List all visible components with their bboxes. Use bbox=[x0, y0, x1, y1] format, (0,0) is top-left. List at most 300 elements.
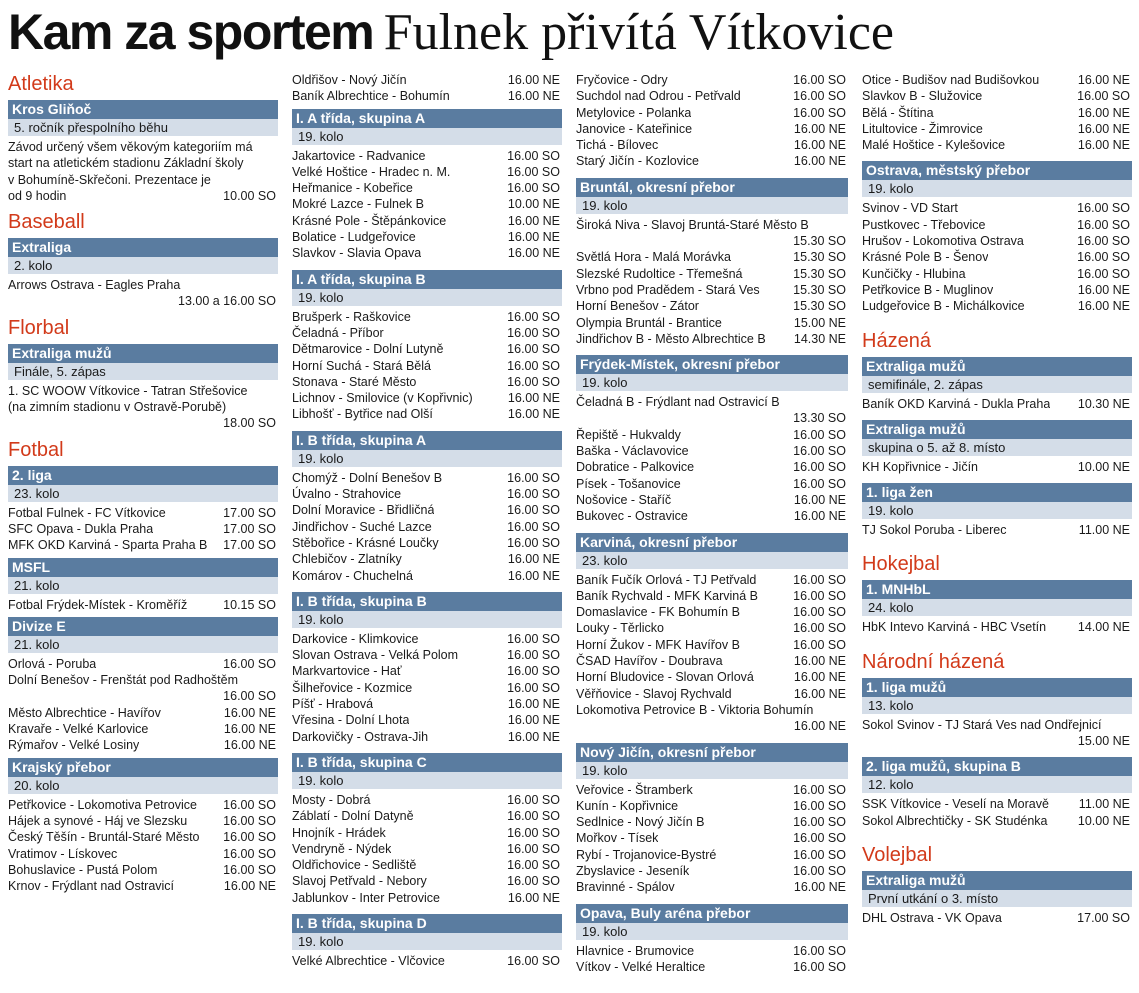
match-row bbox=[292, 180, 562, 196]
match-list bbox=[862, 910, 1132, 926]
competition-bar: Opava, Buly aréna přebor bbox=[576, 904, 848, 923]
match-row bbox=[292, 568, 562, 584]
match-teams: Baník OKD Karviná - Dukla Praha bbox=[862, 396, 1051, 411]
match-row bbox=[576, 782, 848, 798]
round-label: 19. kolo bbox=[576, 374, 848, 391]
match-teams: Velké Albrechtice - Vlčovice bbox=[292, 953, 445, 968]
match-teams: Slezské Rudoltice - Třemešná bbox=[576, 266, 743, 281]
round-label: semifinále, 2. zápas bbox=[862, 376, 1132, 393]
match-row bbox=[292, 88, 562, 104]
match-teams: Chomýž - Dolní Benešov B bbox=[292, 470, 443, 485]
match-time: 16.00 NE bbox=[793, 719, 846, 734]
match-row bbox=[576, 282, 848, 298]
match-row bbox=[576, 637, 848, 653]
match-teams: Olympia Bruntál - Brantice bbox=[576, 315, 722, 330]
match-time: 16.00 NE bbox=[793, 121, 846, 136]
match-row bbox=[292, 406, 562, 422]
sport-heading-florbal: Florbal bbox=[8, 316, 70, 339]
match-row bbox=[576, 798, 848, 814]
match-row bbox=[862, 396, 1132, 412]
match-row bbox=[8, 656, 278, 672]
match-time: 16.00 NE bbox=[507, 213, 560, 228]
match-row bbox=[292, 729, 562, 745]
match-time: 13.30 SO bbox=[793, 411, 846, 426]
match-time: 16.00 SO bbox=[793, 572, 846, 587]
match-teams: Brušperk - Raškovice bbox=[292, 309, 411, 324]
match-time: 16.00 SO bbox=[507, 164, 560, 179]
headline-kicker: Kam za sportem bbox=[8, 4, 374, 60]
round-label: 19. kolo bbox=[292, 128, 562, 145]
event-text-line bbox=[8, 188, 278, 204]
match-time: 16.00 SO bbox=[793, 427, 846, 442]
match-teams: Záblatí - Dolní Datyně bbox=[292, 809, 414, 824]
match-teams: SFC Opava - Dukla Praha bbox=[8, 521, 154, 536]
match-time: 16.00 SO bbox=[793, 943, 846, 958]
match-teams: Píšť - Hrabová bbox=[292, 697, 374, 712]
match-list bbox=[576, 72, 848, 170]
competition-bar: 1. MNHbL bbox=[862, 580, 1132, 599]
match-time: 14.30 NE bbox=[793, 331, 846, 346]
match-time: 16.00 SO bbox=[507, 953, 560, 968]
match-time: 16.00 SO bbox=[507, 664, 560, 679]
match-teams: Dolní Benešov - Frenštát pod Radhoštěm bbox=[8, 673, 238, 688]
match-row bbox=[862, 910, 1132, 926]
match-teams: Darkovice - Klimkovice bbox=[292, 631, 419, 646]
event-text-line: v Bohumíně-Skřečoni. Prezentace je bbox=[8, 172, 211, 187]
match-list bbox=[862, 72, 1132, 153]
match-teams: Slavkov B - Služovice bbox=[862, 89, 983, 104]
match-time: 16.00 SO bbox=[507, 325, 560, 340]
match-teams: Komárov - Chuchelná bbox=[292, 568, 413, 583]
match-list bbox=[8, 705, 278, 754]
round-label: skupina o 5. až 8. místo bbox=[862, 439, 1132, 456]
match-list bbox=[862, 200, 1132, 314]
match-time: 16.00 NE bbox=[507, 729, 560, 744]
match-teams: Vendryně - Nýdek bbox=[292, 841, 392, 856]
match-time: 16.00 NE bbox=[1077, 121, 1130, 136]
match-time: 10.00 NE bbox=[1077, 459, 1130, 474]
competition-bar: Nový Jičín, okresní přebor bbox=[576, 743, 848, 762]
match-teams: Rýmařov - Velké Losiny bbox=[8, 738, 140, 753]
match-row bbox=[576, 830, 848, 846]
round-label: 19. kolo bbox=[862, 502, 1132, 519]
match-row bbox=[292, 890, 562, 906]
competition-bar: 2. liga mužů, skupina B bbox=[862, 757, 1132, 776]
match-list bbox=[576, 572, 848, 702]
match-teams: Český Těšín - Bruntál-Staré Město bbox=[8, 830, 200, 845]
match-time: 18.00 SO bbox=[223, 416, 276, 431]
competition-bar: Extraliga mužů bbox=[862, 871, 1132, 890]
competition-bar: Karviná, okresní přebor bbox=[576, 533, 848, 552]
match-row bbox=[576, 943, 848, 959]
match-row bbox=[862, 72, 1132, 88]
match-time: 16.00 NE bbox=[1077, 138, 1130, 153]
match-teams: Nošovice - Staříč bbox=[576, 492, 672, 507]
match-row bbox=[292, 631, 562, 647]
match-teams: SSK Vítkovice - Veselí na Moravě bbox=[862, 797, 1049, 812]
round-label: 2. kolo bbox=[8, 257, 278, 274]
match-time: 16.00 SO bbox=[793, 847, 846, 862]
match-teams: Světlá Hora - Malá Morávka bbox=[576, 250, 731, 265]
match-row bbox=[576, 814, 848, 830]
match-teams: Horní Žukov - MFK Havířov B bbox=[576, 637, 740, 652]
match-teams: Město Albrechtice - Havířov bbox=[8, 705, 161, 720]
match-time: 16.00 SO bbox=[223, 656, 276, 671]
round-label: 19. kolo bbox=[576, 923, 848, 940]
match-row bbox=[292, 551, 562, 567]
page-headline bbox=[8, 2, 894, 62]
match-list bbox=[862, 796, 1132, 829]
match-teams: Čeladná B - Frýdlant nad Ostravicí B bbox=[576, 395, 780, 410]
match-row bbox=[862, 233, 1132, 249]
match-row bbox=[576, 427, 848, 443]
event-text: od 9 hodin bbox=[8, 188, 67, 203]
match-time: 16.00 SO bbox=[507, 874, 560, 889]
match-time: 16.00 SO bbox=[793, 831, 846, 846]
match-row bbox=[576, 669, 848, 685]
match-time: 16.00 SO bbox=[507, 680, 560, 695]
match-row bbox=[576, 88, 848, 104]
match-teams: Fotbal Frýdek-Místek - Kroměříž bbox=[8, 597, 188, 612]
match-time: 16.00 SO bbox=[793, 637, 846, 652]
match-row bbox=[862, 200, 1132, 216]
match-row bbox=[292, 663, 562, 679]
match-row bbox=[8, 813, 278, 829]
match-row bbox=[8, 521, 278, 537]
match-teams: Horní Bludovice - Slovan Orlová bbox=[576, 670, 754, 685]
match-time: 16.00 NE bbox=[507, 407, 560, 422]
match-teams: Malé Hoštice - Kylešovice bbox=[862, 138, 1006, 153]
match-row bbox=[8, 829, 278, 845]
match-time: 16.00 NE bbox=[793, 654, 846, 669]
match-time: 16.00 SO bbox=[223, 797, 276, 812]
match-row bbox=[292, 535, 562, 551]
match-teams: Petřkovice B - Muglinov bbox=[862, 282, 994, 297]
match-row bbox=[292, 213, 562, 229]
match-row bbox=[292, 229, 562, 245]
match-row bbox=[292, 148, 562, 164]
match-list bbox=[576, 427, 848, 525]
round-label: 12. kolo bbox=[862, 776, 1132, 793]
sport-heading-fotbal: Fotbal bbox=[8, 438, 64, 461]
match-time: 16.00 SO bbox=[793, 89, 846, 104]
match-teams: Fotbal Fulnek - FC Vítkovice bbox=[8, 505, 166, 520]
match-time: 16.00 NE bbox=[793, 138, 846, 153]
match-row bbox=[292, 519, 562, 535]
match-row bbox=[576, 620, 848, 636]
match-time: 16.00 SO bbox=[793, 73, 846, 87]
match-teams: Bukovec - Ostravice bbox=[576, 509, 688, 524]
match-teams: Lokomotiva Petrovice B - Viktoria Bohumín bbox=[576, 702, 814, 717]
match-teams: ČSAD Havířov - Doubrava bbox=[576, 654, 723, 669]
match-time: 16.00 NE bbox=[507, 713, 560, 728]
match-row bbox=[576, 508, 848, 524]
match-teams: Starý Jičín - Kozlovice bbox=[576, 154, 699, 169]
match-time: 16.00 SO bbox=[1077, 89, 1130, 104]
match-time: 16.00 SO bbox=[507, 631, 560, 646]
match-teams: Hnojník - Hrádek bbox=[292, 825, 386, 840]
match-row bbox=[8, 705, 278, 721]
match-time: 10.15 SO bbox=[223, 597, 276, 612]
competition-bar: Extraliga mužů bbox=[8, 344, 278, 363]
match-row bbox=[576, 331, 848, 347]
match-teams: Petřkovice - Lokomotiva Petrovice bbox=[8, 797, 197, 812]
match-time: 16.00 SO bbox=[507, 148, 560, 163]
match-teams: MFK OKD Karviná - Sparta Praha B bbox=[8, 538, 208, 553]
match-row bbox=[576, 588, 848, 604]
match-time: 16.00 SO bbox=[223, 813, 276, 828]
match-time: 16.00 SO bbox=[1077, 250, 1130, 265]
match-time: 13.00 a 16.00 SO bbox=[178, 294, 276, 309]
match-row bbox=[862, 249, 1132, 265]
match-list bbox=[576, 782, 848, 896]
event-text-line: start na atletickém stadionu Základní školy bbox=[8, 156, 244, 171]
match-teams: DHL Ostrava - VK Opava bbox=[862, 910, 1002, 925]
competition-bar: Extraliga mužů bbox=[862, 357, 1132, 376]
match-time: 16.00 NE bbox=[1077, 299, 1130, 314]
round-label: 23. kolo bbox=[8, 485, 278, 502]
match-time: 11.00 NE bbox=[1078, 523, 1130, 538]
match-teams: Krnov - Frýdlant nad Ostravicí bbox=[8, 879, 175, 894]
match-list bbox=[576, 249, 848, 347]
competition-bar: I. A třída, skupina A bbox=[292, 109, 562, 128]
match-time: 14.00 NE bbox=[1077, 620, 1130, 635]
match-teams: Darkovičky - Ostrava-Jih bbox=[292, 729, 429, 744]
match-time: 15.00 NE bbox=[793, 315, 846, 330]
match-time: 16.00 NE bbox=[1077, 282, 1130, 297]
match-time: 16.00 NE bbox=[507, 890, 560, 905]
match-row bbox=[862, 459, 1132, 475]
match-list bbox=[8, 797, 278, 895]
sport-heading-baseball: Baseball bbox=[8, 211, 85, 234]
match-row bbox=[576, 572, 848, 588]
match-time: 16.00 NE bbox=[793, 492, 846, 507]
round-label: Finále, 5. zápas bbox=[8, 363, 278, 380]
match-teams: Bravinné - Spálov bbox=[576, 880, 675, 895]
match-row bbox=[292, 825, 562, 841]
match-list bbox=[862, 396, 1132, 412]
match-teams: Vrbno pod Pradědem - Stará Ves bbox=[576, 282, 760, 297]
competition-bar: I. B třída, skupina C bbox=[292, 753, 562, 772]
match-time: 16.00 SO bbox=[507, 535, 560, 550]
match-time: 16.00 SO bbox=[793, 476, 846, 491]
match-teams: Hrušov - Lokomotiva Ostrava bbox=[862, 234, 1024, 249]
match-row bbox=[292, 841, 562, 857]
match-time: 16.00 SO bbox=[793, 959, 846, 974]
match-time: 16.00 SO bbox=[793, 460, 846, 475]
match-time: 11.00 NE bbox=[1078, 797, 1130, 812]
match-row bbox=[576, 249, 848, 265]
match-teams: Mořkov - Tísek bbox=[576, 831, 659, 846]
match-time: 16.00 SO bbox=[507, 358, 560, 373]
match-time: 16.00 SO bbox=[223, 689, 276, 704]
competition-bar: I. B třída, skupina B bbox=[292, 592, 562, 611]
column-3 bbox=[576, 72, 848, 975]
match-teams: Stonava - Staré Město bbox=[292, 374, 417, 389]
match-row bbox=[862, 266, 1132, 282]
competition-bar: Bruntál, okresní přebor bbox=[576, 178, 848, 197]
match-time: 16.00 SO bbox=[793, 105, 846, 120]
match-teams: Litultovice - Žimrovice bbox=[862, 121, 983, 136]
round-label: 19. kolo bbox=[292, 611, 562, 628]
match-time: 16.00 SO bbox=[507, 648, 560, 663]
match-note: (na zimním stadionu v Ostravě-Porubě) bbox=[8, 400, 227, 415]
match-list bbox=[292, 470, 562, 584]
match-teams: Slovan Ostrava - Velká Polom bbox=[292, 648, 459, 663]
round-label: 21. kolo bbox=[8, 636, 278, 653]
match-time: 16.00 NE bbox=[793, 154, 846, 169]
match-time: 16.00 NE bbox=[507, 73, 560, 87]
match-time: 16.00 SO bbox=[793, 444, 846, 459]
match-time: 16.00 NE bbox=[507, 391, 560, 406]
match-time: 16.00 NE bbox=[507, 230, 560, 245]
match-teams: Vratimov - Lískovec bbox=[8, 846, 118, 861]
match-time: 16.00 NE bbox=[507, 246, 560, 261]
match-time: 15.30 SO bbox=[793, 266, 846, 281]
match-row bbox=[576, 492, 848, 508]
match-time: 10.00 NE bbox=[1077, 813, 1130, 828]
match-time: 16.00 SO bbox=[793, 863, 846, 878]
match-row bbox=[576, 266, 848, 282]
headline-title: Fulnek přivítá Vítkovice bbox=[383, 4, 894, 61]
match-row bbox=[862, 121, 1132, 137]
match-row bbox=[8, 597, 278, 613]
match-row bbox=[576, 604, 848, 620]
match-teams: Stěbořice - Krásné Loučky bbox=[292, 535, 439, 550]
match-time: 16.00 NE bbox=[793, 509, 846, 524]
competition-bar: Extraliga mužů bbox=[862, 420, 1132, 439]
match-row bbox=[292, 164, 562, 180]
match-teams: Horní Benešov - Zátor bbox=[576, 299, 699, 314]
match-row bbox=[292, 341, 562, 357]
match-row bbox=[292, 196, 562, 212]
match-time: 17.00 SO bbox=[223, 538, 276, 553]
match-row bbox=[292, 680, 562, 696]
competition-bar: Krajský přebor bbox=[8, 758, 278, 777]
match-row bbox=[862, 137, 1132, 153]
match-teams: KH Kopřivnice - Jičín bbox=[862, 459, 979, 474]
match-row bbox=[8, 878, 278, 894]
match-teams: Řepiště - Hukvaldy bbox=[576, 427, 681, 442]
competition-bar: I. A třída, skupina B bbox=[292, 270, 562, 289]
match-time: 16.00 NE bbox=[507, 89, 560, 104]
match-time: 16.00 SO bbox=[507, 825, 560, 840]
match-teams: Mokré Lazce - Fulnek B bbox=[292, 197, 424, 212]
match-teams: Tichá - Bílovec bbox=[576, 138, 659, 153]
match-time: 16.00 NE bbox=[223, 722, 276, 737]
match-time: 16.00 SO bbox=[793, 782, 846, 797]
match-time: 16.00 SO bbox=[223, 830, 276, 845]
match-list bbox=[862, 619, 1132, 635]
sport-heading-hazena: Házená bbox=[862, 329, 931, 352]
match-time: 16.00 SO bbox=[507, 181, 560, 196]
match-row bbox=[862, 282, 1132, 298]
competition-bar: I. B třída, skupina A bbox=[292, 431, 562, 450]
competition-bar: MSFL bbox=[8, 558, 278, 577]
match-row bbox=[292, 808, 562, 824]
match-teams: Baník Albrechtice - Bohumín bbox=[292, 89, 450, 104]
round-label: 20. kolo bbox=[8, 777, 278, 794]
match-time: 17.00 SO bbox=[223, 505, 276, 520]
round-label: 19. kolo bbox=[292, 933, 562, 950]
match-time: 16.00 NE bbox=[507, 568, 560, 583]
match-time: 16.00 NE bbox=[507, 552, 560, 567]
match-teams: Markvartovice - Hať bbox=[292, 664, 402, 679]
match-row bbox=[576, 476, 848, 492]
match-row bbox=[862, 813, 1132, 829]
match-row bbox=[576, 105, 848, 121]
match-time: 15.00 NE bbox=[1077, 734, 1130, 749]
match-teams: Úvalno - Strahovice bbox=[292, 487, 402, 502]
match-time: 16.00 SO bbox=[1077, 217, 1130, 232]
match-time: 16.00 SO bbox=[223, 862, 276, 877]
match-row bbox=[576, 153, 848, 169]
match-teams: Slavkov - Slavia Opava bbox=[292, 246, 422, 261]
match-teams: Svinov - VD Start bbox=[862, 201, 958, 216]
match-teams: Kunčičky - Hlubina bbox=[862, 266, 966, 281]
event-text-line: Závod určený všem věkovým kategoriím má bbox=[8, 140, 253, 154]
match-teams: Veřovice - Štramberk bbox=[576, 782, 693, 797]
match-time: 16.00 SO bbox=[1077, 266, 1130, 281]
match-time: 16.00 SO bbox=[223, 846, 276, 861]
sport-heading-atletika: Atletika bbox=[8, 73, 74, 95]
match-row bbox=[292, 72, 562, 88]
match-teams: TJ Sokol Poruba - Liberec bbox=[862, 523, 1007, 538]
match-teams: 1. SC WOOW Vítkovice - Tatran Střešovice bbox=[8, 383, 248, 398]
match-time: 16.00 NE bbox=[507, 697, 560, 712]
match-row bbox=[576, 137, 848, 153]
match-teams: Bolatice - Ludgeřovice bbox=[292, 230, 416, 245]
competition-bar: Kros Gliňoč bbox=[8, 100, 278, 119]
match-teams: Slavoj Petřvald - Nebory bbox=[292, 874, 427, 889]
match-teams: Krásné Pole - Štěpánkovice bbox=[292, 213, 447, 228]
round-label: 19. kolo bbox=[576, 197, 848, 214]
match-teams: Kravaře - Velké Karlovice bbox=[8, 722, 149, 737]
match-teams: Sedlnice - Nový Jičín B bbox=[576, 815, 705, 830]
match-time: 16.00 SO bbox=[507, 503, 560, 518]
match-teams: Pustkovec - Třebovice bbox=[862, 217, 986, 232]
match-teams: Lichnov - Smilovice (v Kopřivnic) bbox=[292, 391, 473, 406]
match-teams: Vítkov - Velké Heraltice bbox=[576, 959, 706, 974]
match-teams: Hlavnice - Brumovice bbox=[576, 943, 695, 958]
match-row bbox=[8, 846, 278, 862]
competition-bar: 1. liga žen bbox=[862, 483, 1132, 502]
match-row bbox=[292, 953, 562, 969]
match-teams: Hájek a synové - Háj ve Slezsku bbox=[8, 813, 188, 828]
match-teams: Oldřichovice - Sedliště bbox=[292, 858, 417, 873]
match-list bbox=[292, 631, 562, 745]
match-row bbox=[8, 505, 278, 521]
competition-bar: Ostrava, městský přebor bbox=[862, 161, 1132, 180]
match-row bbox=[8, 721, 278, 737]
match-teams: Zbyslavice - Jeseník bbox=[576, 863, 690, 878]
match-teams: Jakartovice - Radvanice bbox=[292, 148, 426, 163]
match-teams: Horní Suchá - Stará Bělá bbox=[292, 358, 431, 373]
round-label: 13. kolo bbox=[862, 697, 1132, 714]
match-row bbox=[862, 105, 1132, 121]
match-row bbox=[292, 374, 562, 390]
round-label: 23. kolo bbox=[576, 552, 848, 569]
match-row bbox=[576, 653, 848, 669]
match-row bbox=[8, 537, 278, 553]
match-list bbox=[862, 522, 1132, 538]
match-teams: Velké Hoštice - Hradec n. M. bbox=[292, 164, 451, 179]
match-row bbox=[292, 486, 562, 502]
match-row bbox=[292, 873, 562, 889]
match-time: 16.00 SO bbox=[507, 470, 560, 485]
match-teams: Sokol Albrechtičky - SK Studénka bbox=[862, 813, 1048, 828]
match-row bbox=[576, 686, 848, 702]
